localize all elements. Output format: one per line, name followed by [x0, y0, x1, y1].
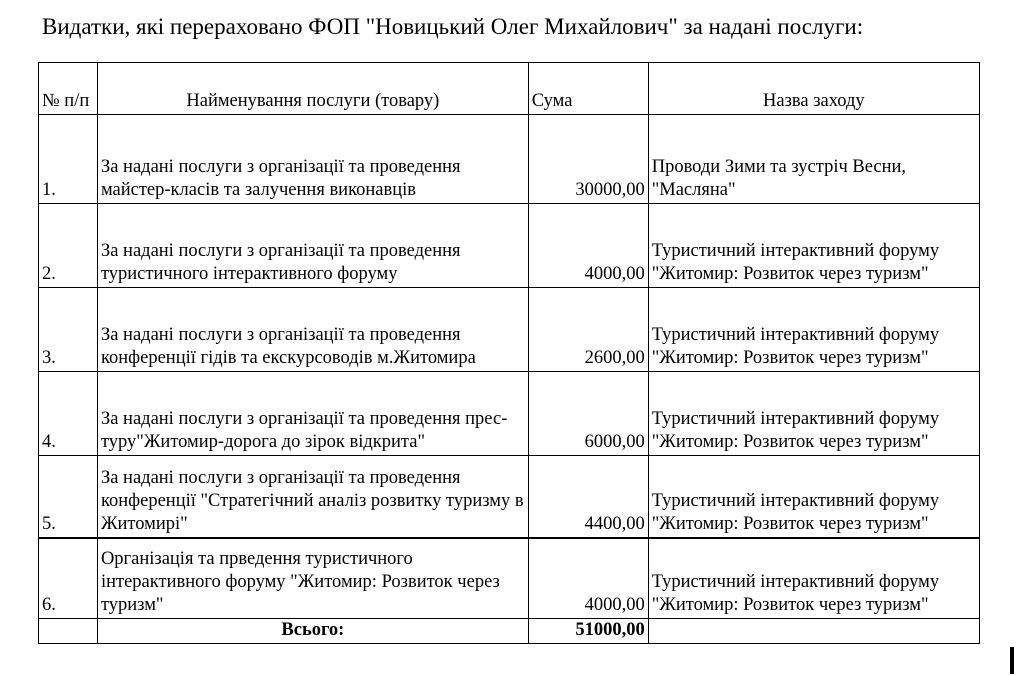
row-name: За надані послуги з організації та проведення конференції "Стратегічний аналіз розвитку туризму в Житомирі" — [97, 456, 528, 539]
total-sum: 51000,00 — [528, 619, 648, 644]
total-label: Всього: — [97, 619, 528, 644]
row-event: Туристичний інтерактивний форуму "Житомир: Розвиток через туризм" — [648, 288, 979, 372]
header-name: Найменування послуги (товару) — [97, 63, 528, 115]
row-event: Туристичний інтерактивний форуму "Житомир: Розвиток через туризм" — [648, 372, 979, 456]
row-num: 5. — [39, 456, 98, 539]
row-num: 4. — [39, 372, 98, 456]
table-row — [39, 538, 980, 619]
header-event: Назва заходу — [648, 63, 979, 115]
header-num: № п/п — [39, 63, 98, 115]
document-heading: Видатки, які перераховано ФОП "Новицький Олег Михайлович" за надані послуги: — [42, 14, 864, 39]
total-row — [39, 619, 980, 644]
row-name: За надані послуги з організації та проведення туристичного інтерактивного форуму — [97, 204, 528, 288]
row-num: 3. — [39, 288, 98, 372]
row-event: Проводи Зими та зустріч Весни, "Масляна" — [648, 115, 979, 204]
row-event: Туристичний інтерактивний форуму "Житомир: Розвиток через туризм" — [648, 204, 979, 288]
row-num: 2. — [39, 204, 98, 288]
header-sum: Сума — [528, 63, 648, 115]
table-row — [39, 456, 980, 539]
row-name: За надані послуги з організації та проведення конференції гідів та екскурсоводів м.Житомира — [97, 288, 528, 372]
total-empty-cell — [648, 619, 979, 644]
table-row — [39, 204, 980, 288]
row-sum: 4000,00 — [528, 538, 648, 619]
row-num: 6. — [39, 538, 98, 619]
expenses-table — [38, 62, 980, 644]
row-event: Туристичний інтерактивний форуму "Житомир: Розвиток через туризм" — [648, 456, 979, 539]
row-sum: 30000,00 — [528, 115, 648, 204]
table-row — [39, 372, 980, 456]
total-empty-cell — [39, 619, 98, 644]
table-row — [39, 115, 980, 204]
row-sum: 6000,00 — [528, 372, 648, 456]
text-cursor-mark — [1010, 647, 1014, 674]
row-name: Організація та прведення туристичного інтерактивного форуму "Житомир: Розвиток через туризм" — [97, 538, 528, 619]
row-event: Туристичний інтерактивний форуму "Житомир: Розвиток через туризм" — [648, 538, 979, 619]
table-header-row — [39, 63, 980, 115]
row-name: За надані послуги з організації та проведення майстер-класів та залучення виконавців — [97, 115, 528, 204]
row-num: 1. — [39, 115, 98, 204]
row-name: За надані послуги з організації та проведення прес-туру"Житомир-дорога до зірок відкрита" — [97, 372, 528, 456]
table-row — [39, 288, 980, 372]
row-sum: 4400,00 — [528, 456, 648, 539]
row-sum: 4000,00 — [528, 204, 648, 288]
row-sum: 2600,00 — [528, 288, 648, 372]
